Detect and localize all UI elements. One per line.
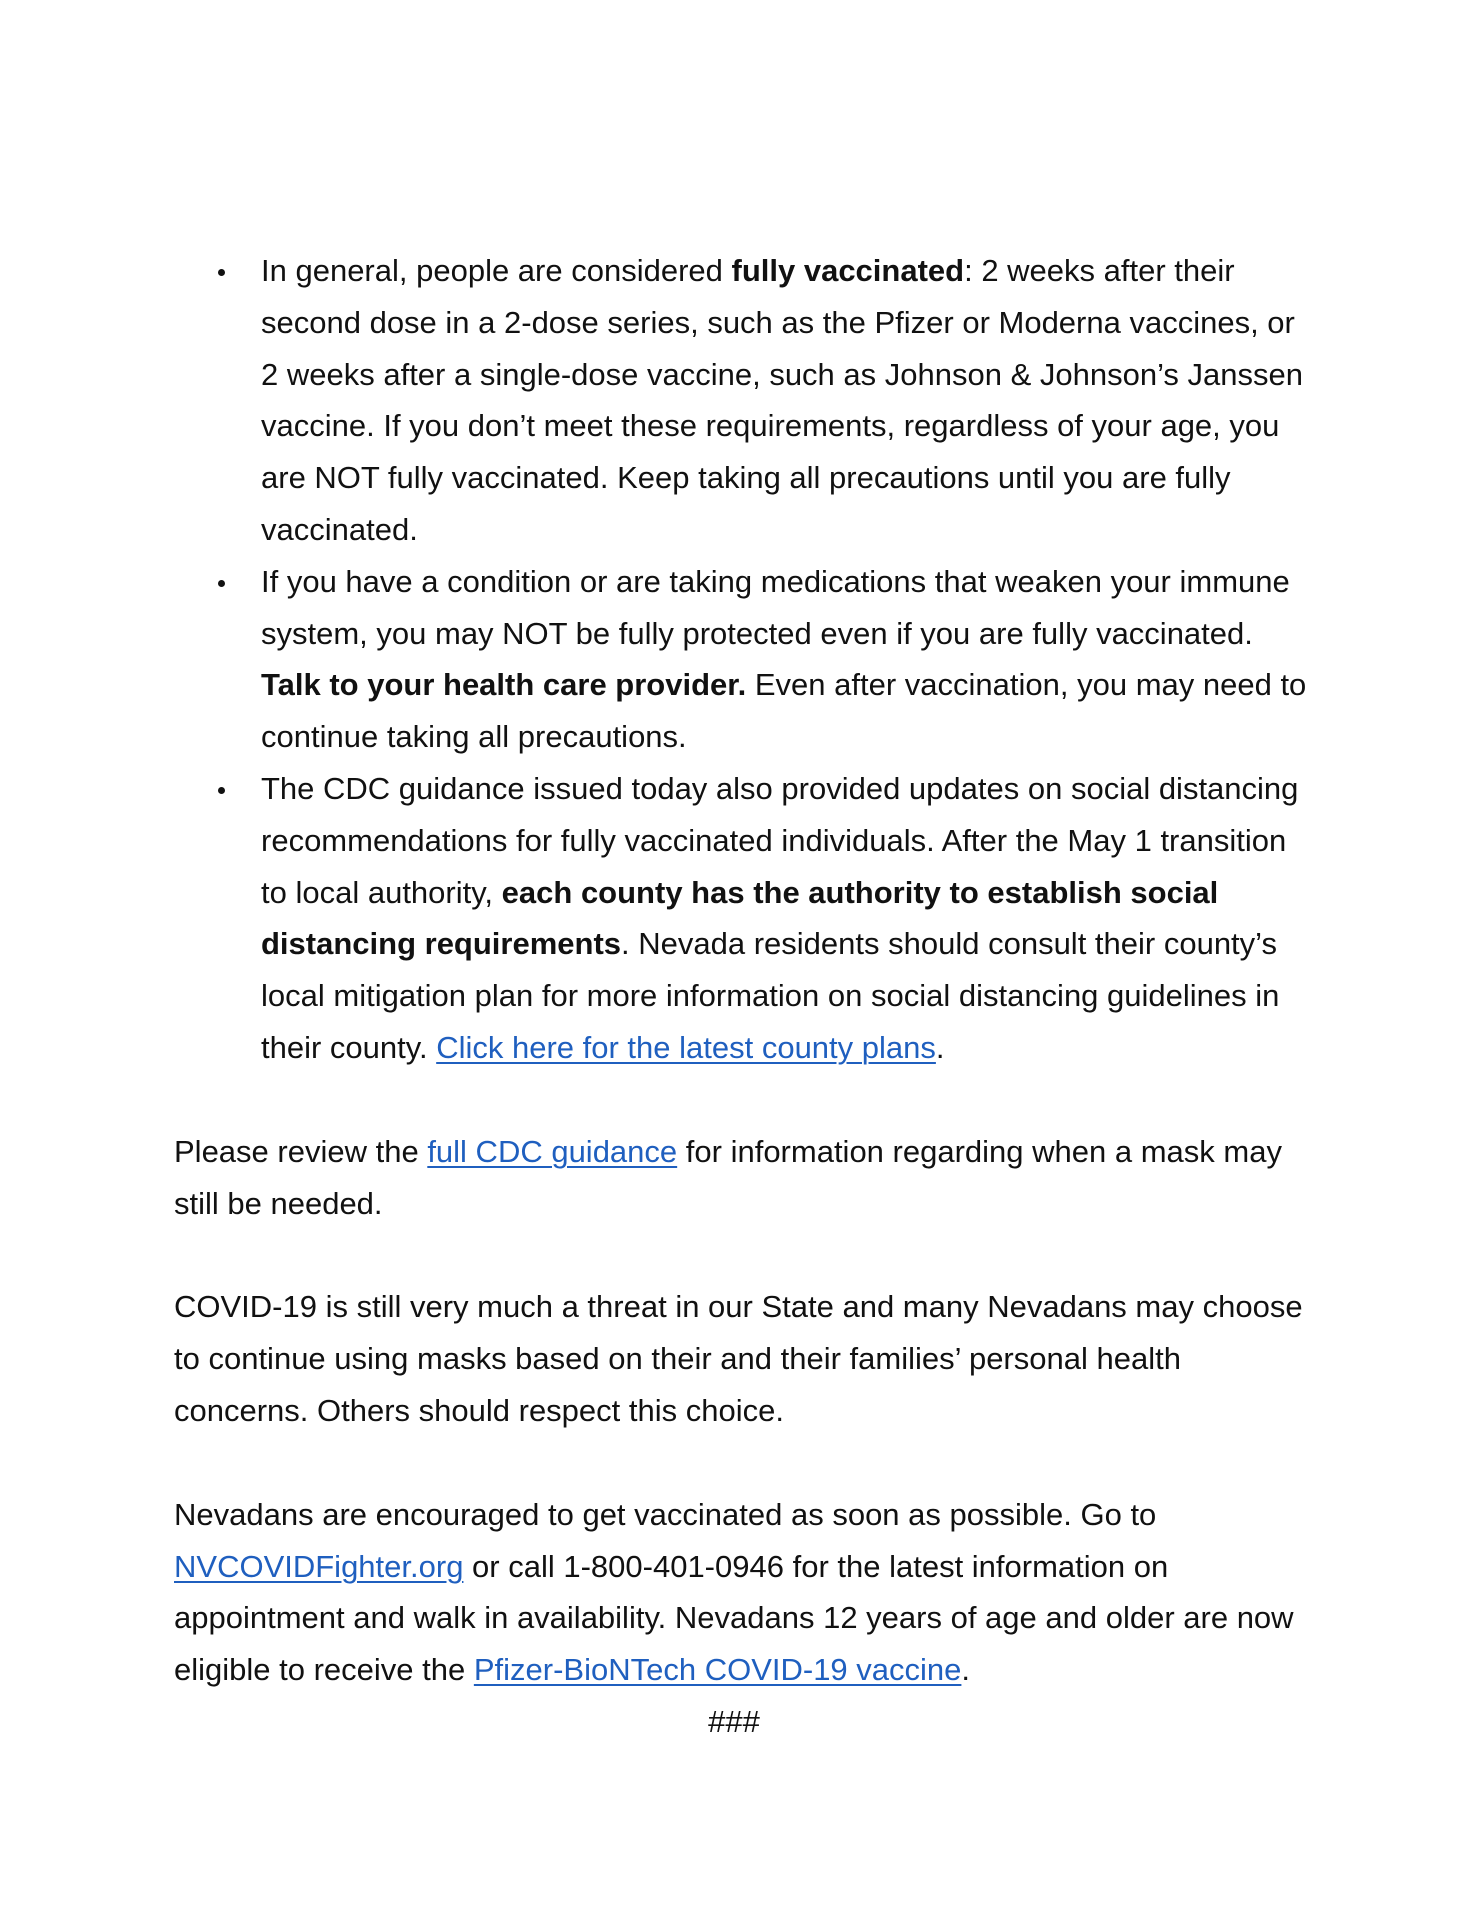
bullet-text: If you have a condition or are taking medications that weaken your immune system, you may NOT be fully protected even if you are fully vaccinated. (261, 563, 1290, 651)
bullet-item-immune-system (174, 556, 1314, 763)
paragraph-text: Please review the (174, 1133, 428, 1169)
nvcovidfighter-link[interactable]: NVCOVIDFighter.org (174, 1548, 464, 1584)
bullet-dot-icon (218, 269, 225, 276)
bullet-bold-text: each county has the authority to establish social distancing requirements (261, 874, 1219, 962)
bullet-text: The CDC guidance issued today also provided updates on social distancing recommendations for fully vaccinated individuals. After the May 1 transition to local authority, (261, 770, 1299, 910)
bullet-item-fully-vaccinated (174, 245, 1314, 556)
bullet-text: In general, people are considered (261, 253, 732, 288)
paragraph-text: COVID-19 is still very much a threat in our State and many Nevadans may choose to continue using masks based on their and their families’ personal health concerns. Others should respect this choice. (174, 1289, 1303, 1428)
bullet-bold-text: Talk to your health care provider. (261, 667, 747, 703)
paragraph-text: Nevadans are encouraged to get vaccinated as soon as possible. Go to (174, 1496, 1157, 1532)
bullet-dot-icon (218, 787, 225, 794)
bullet-list (174, 245, 1314, 1074)
bullet-dot-icon (218, 580, 225, 587)
full-cdc-guidance-link[interactable]: full CDC guidance (427, 1133, 678, 1169)
bullet-bold-text: fully vaccinated (731, 253, 965, 288)
cdc-guidance-paragraph (174, 1126, 1314, 1230)
document-body (174, 245, 1314, 1748)
paragraph-text: . (961, 1652, 971, 1688)
paragraph-text: for information regarding when a mask may still be needed. (174, 1133, 1282, 1221)
covid-threat-paragraph (174, 1281, 1314, 1436)
bullet-text: . Nevada residents should consult their county’s local mitigation plan for more information on social distancing guidelines in their county. (261, 926, 1280, 1065)
pfizer-vaccine-link[interactable]: Pfizer-BioNTech COVID-19 vaccine (473, 1652, 962, 1688)
bullet-text: : 2 weeks after their second dose in a 2-dose series, such as the Pfizer or Moderna vaccines, or 2 weeks after a single-dose vaccine, such as Johnson & Johnson’s Janssen vaccine. If you don’t meet these requirements, regardless of your age, you are NOT fully vaccinated. Keep taking all precautions until you are fully vaccinated. (261, 253, 1303, 547)
bullet-item-social-distancing (174, 763, 1314, 1074)
paragraph-text: or call 1-800-401-0946 for the latest information on appointment and walk in availability. Nevadans 12 years of age and older are now eligible to receive the (174, 1548, 1294, 1688)
bullet-text: . (935, 1029, 945, 1065)
bullet-text: Even after vaccination, you may need to continue taking all precautions. (261, 667, 1307, 755)
end-mark: ### (708, 1703, 760, 1739)
county-plans-link[interactable]: Click here for the latest county plans (436, 1029, 936, 1065)
vaccination-paragraph (174, 1489, 1314, 1696)
